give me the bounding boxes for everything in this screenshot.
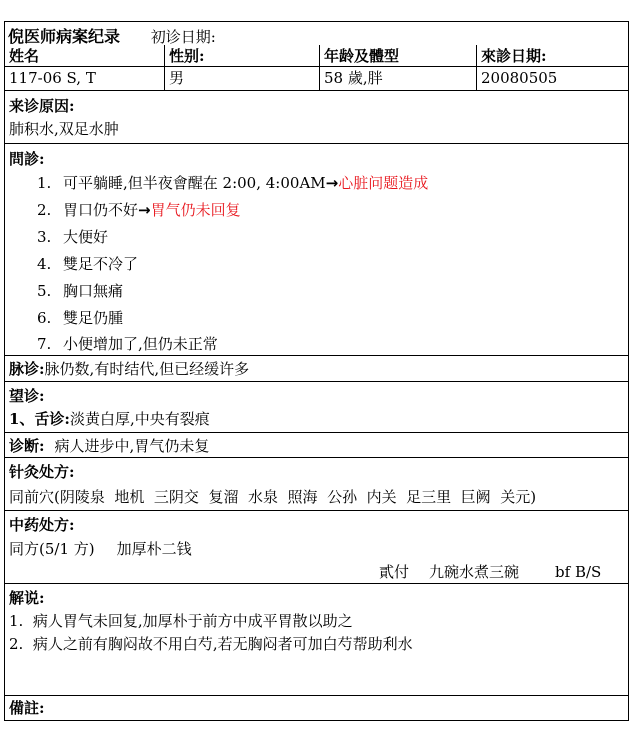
record-form <box>4 21 629 721</box>
pulse-line <box>9 358 249 380</box>
item-text: 大便好 <box>63 228 109 246</box>
item-text: 胃口仍不好 <box>63 201 139 219</box>
name-header: 姓名 <box>5 45 165 66</box>
arrow-icon: → <box>325 174 339 192</box>
diagnosis-line <box>9 435 209 457</box>
visit-date: 20080505 <box>481 69 558 87</box>
herbal-formula <box>9 538 192 560</box>
tongue-label: 1、舌诊: <box>9 410 70 428</box>
inquiry-item <box>37 280 123 302</box>
item-text: 小便增加了,但仍未正常 <box>63 335 218 353</box>
acupuncture-points: 同前穴(阴陵泉 地机 三阴交 复溜 水泉 照海 公孙 内关 足三里 巨阙 关元) <box>9 488 537 506</box>
inquiry-item <box>37 226 108 248</box>
herbal-section <box>5 511 628 584</box>
formula-base: 同方(5/1 方) <box>9 540 95 558</box>
patient-sex: 男 <box>165 67 320 90</box>
explanation-label: 解说: <box>9 589 45 607</box>
remarks-label: 備註: <box>9 699 45 717</box>
item-text: 胸口無痛 <box>63 282 124 300</box>
reason-text: 肺积水,双足水肿 <box>9 120 119 138</box>
diagnosis-section <box>5 433 628 458</box>
inquiry-item <box>37 199 241 221</box>
visit-date-header: 來診日期: <box>481 47 547 65</box>
explanation-item: 2. 病人之前有胸闷故不用白芍,若无胸闷者可加白芍帮助利水 <box>9 635 413 653</box>
explanation-section <box>5 584 628 696</box>
inquiry-item <box>37 307 123 329</box>
age-header: 年龄及體型 <box>320 45 477 66</box>
explanation-item: 1. 病人胃气未回复,加厚朴于前方中成平胃散以助之 <box>9 612 353 630</box>
inquiry-label: 問診: <box>9 150 45 168</box>
item-number: 7. <box>37 335 52 353</box>
sex-header: 性别: <box>165 45 320 66</box>
diagnosis-label: 诊断: <box>9 437 45 455</box>
pulse-section <box>5 356 628 382</box>
formula-addition: 加厚朴二钱 <box>116 540 192 558</box>
item-note: 胃气仍未回复 <box>150 201 241 219</box>
patient-age-build: 58 歲,胖 <box>320 67 477 90</box>
item-number: 5. <box>37 282 52 300</box>
tongue-line <box>9 408 210 430</box>
pulse-text: 脉仍数,有时结代,但已经缓许多 <box>44 360 250 378</box>
diagnosis-text: 病人进步中,胃气仍未复 <box>54 437 210 455</box>
inquiry-section <box>5 144 628 356</box>
dose-count: 貳付 <box>379 563 410 581</box>
herbal-label: 中药处方: <box>9 516 75 534</box>
inquiry-item <box>37 333 218 355</box>
item-text: 雙足仍腫 <box>63 309 124 327</box>
item-number: 1. <box>37 174 52 192</box>
observation-label: 望诊: <box>9 387 45 405</box>
patient-id: 117-06 S, T <box>5 67 165 90</box>
patient-header-row <box>5 45 628 67</box>
remarks-section <box>5 696 628 720</box>
herbal-dosage <box>379 561 601 583</box>
item-number: 3. <box>37 228 52 246</box>
acupuncture-section <box>5 458 628 511</box>
item-number: 6. <box>37 309 52 327</box>
observation-section <box>5 382 628 433</box>
item-note: 心脏问题造成 <box>338 174 429 192</box>
reason-label: 来诊原因: <box>9 97 75 115</box>
pulse-label: 脉诊: <box>9 360 45 378</box>
inquiry-item <box>37 253 138 275</box>
reason-section <box>5 91 628 144</box>
item-text: 可平躺睡,但半夜會醒在 2:00, 4:00AM <box>63 174 326 192</box>
tongue-text: 淡黄白厚,中央有裂痕 <box>69 410 210 428</box>
cooking-method: 九碗水煮三碗 <box>429 563 520 581</box>
dose-timing: bf B/S <box>555 563 602 581</box>
arrow-icon: → <box>138 201 151 219</box>
patient-values-row <box>5 67 628 91</box>
record-title: 倪医师病案纪录 <box>8 27 121 46</box>
item-number: 2. <box>37 201 52 219</box>
item-number: 4. <box>37 255 52 273</box>
acupuncture-label: 针灸处方: <box>9 463 75 481</box>
inquiry-item <box>37 172 428 194</box>
item-text: 雙足不冷了 <box>63 255 139 273</box>
first-visit-label: 初诊日期: <box>150 28 216 46</box>
